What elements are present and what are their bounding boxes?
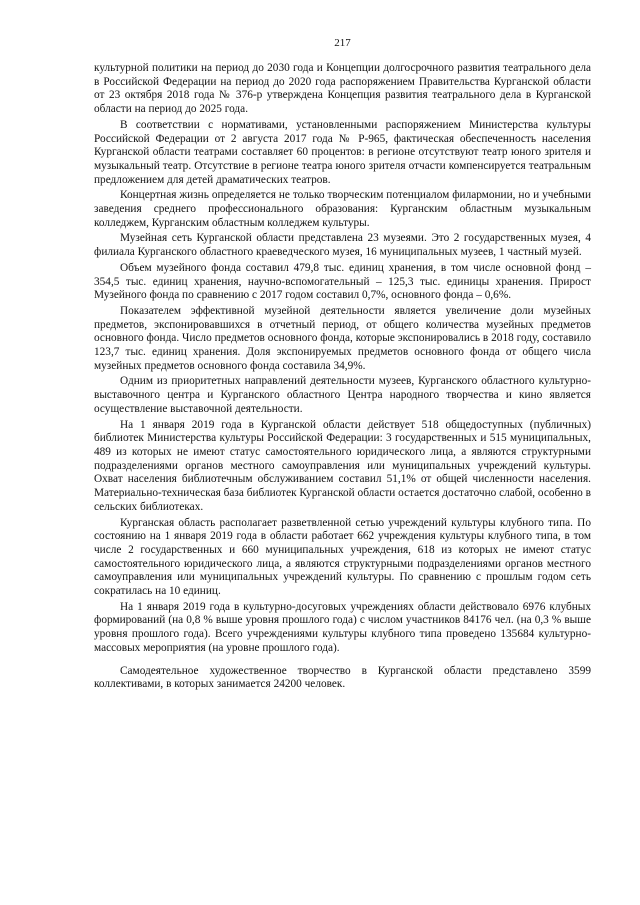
page-number: 217 bbox=[334, 37, 351, 49]
paragraph-concept-theatre: культурной политики на период до 2030 года и Концепции долгосрочного развития театрального дела в Российской Федерации на период до 2020 года распоряжением Правительства Курганской области от 23 октября 2018 года № 376-р утверждена Концепция развития театрального дела в Курганской области на период до 2025 года. bbox=[94, 62, 591, 116]
paragraph-museum-efficiency: Показателем эффективной музейной деятельности является увеличение доли музейных предметов, экспонировавшихся в отчетный период, от общего количества музейных предметов основного фонда. Число предметов основного фонда, которые экспонировались в 2018 году, составило 123,7 тыс. единиц хранения. Доля экспонируемых предметов основного фонда от общего числа музейных предметов основного фонда составила 34,9%. bbox=[94, 304, 591, 372]
paragraph-club-formations: На 1 января 2019 года в культурно-досуговых учреждениях области действовало 6976 клубных формирований (на 0,8 % выше уровня прошлого года) с числом участников 84176 чел. (на 0,3 % выше уровня прошлого года). Всего учреждениями культуры клубного типа проведено 135684 культурно-массовых мероприятия (на уровне прошлого года). bbox=[94, 600, 591, 654]
paragraph-libraries: На 1 января 2019 года в Курганской области действует 518 общедоступных (публичных) библиотек Министерства культуры Российской Федерации: 3 государственных и 515 муниципальных, 489 из которых не имеют статус самостоятельного юридического лица, а являются структурными подразделениями органов местного самоуправления или муниципальных учреждений культуры. Охват населения библиотечным обслуживанием составил 51,1% от общей численности населения. Материально-техническая база библиотек Курганской области остается достаточно слабой, особенно в сельских библиотеках. bbox=[94, 418, 591, 513]
paragraph-museum-fund: Объем музейного фонда составил 479,8 тыс. единиц хранения, в том числе основной фонд – 354,5 тыс. единиц хранения, научно-вспомогательный – 125,3 тыс. единицы хранения. Прирост Музейного фонда по сравнению с 2017 годом составил 0,7%, основного фонда – 0,6%. bbox=[94, 261, 591, 302]
paragraph-museum-network: Музейная сеть Курганской области представлена 23 музеями. Это 2 государственных музея, 4 филиала Курганского областного краеведческого музея, 16 муниципальных музеев, 1 частный музей. bbox=[94, 232, 591, 259]
paragraph-amateur-art: Самодеятельное художественное творчество в Курганской области представлено 3599 коллективами, в которых занимается 24200 человек. bbox=[94, 664, 591, 691]
document-page bbox=[94, 36, 591, 694]
paragraph-concert-life: Концертная жизнь определяется не только творческим потенциалом филармонии, но и учебными заведения среднего профессионального образования: Курганским областным музыкальным колледжем, Курганским областным колледжем культуры. bbox=[94, 189, 591, 229]
paragraph-theatre-provision: В соответствии с нормативами, установленными распоряжением Министерства культуры Российской Федерации от 2 августа 2017 года № Р-965, фактическая обеспеченность населения Курганской области театрами составляет 60 процентов: в регионе отсутствуют театр юного зрителя и музыкальный театр. Отсутствие в регионе театра юного зрителя отчасти компенсируется театральным предложением для детей драматических театров. bbox=[94, 118, 591, 186]
paragraph-club-institutions: Курганская область располагает разветвленной сетью учреждений культуры клубного типа. По состоянию на 1 января 2019 года в области работает 662 учреждения культуры клубного типа, в том числе 2 государственных и 660 муниципальных учреждения, 618 из которых не имеют статус самостоятельного юридического лица, а являются структурными подразделениями органов местного самоуправления или муниципальных учреждений культуры. По сравнению с прошлым годом сеть сократилась на 10 единиц. bbox=[94, 516, 591, 598]
paragraph-exhibition-activity: Одним из приоритетных направлений деятельности музеев, Курганского областного культурно-выставочного центра и Курганского областного Центра народного творчества и кино является осуществление выставочной деятельности. bbox=[94, 375, 591, 415]
